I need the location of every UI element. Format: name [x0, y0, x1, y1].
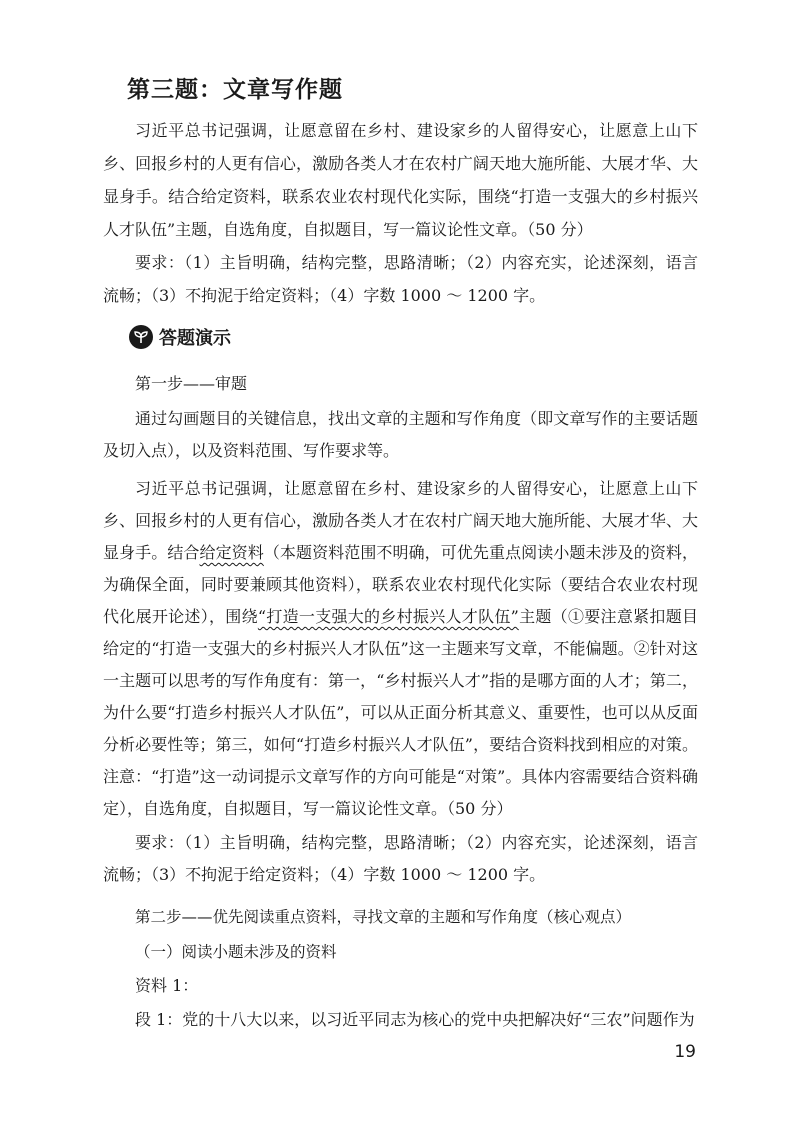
- question-requirement: 要求：（1）主旨明确，结构完整，思路清晰；（2）内容充实，论述深刻，语言流畅；（3）不拘泥于给定资料；（4）字数 1000 ～ 1200 字。: [103, 253, 698, 305]
- question-block: [103, 114, 698, 312]
- step1-block: [103, 403, 698, 891]
- step1-title: 第一步——审题: [135, 374, 248, 393]
- analysis-text-2: （本题资料范围不明确，可优先重点阅读小题未涉及的资料，为确保全面，同时要兼顾其他资料），联系农业农村现代化实际（要结合农业农村现代化展开论述），围绕: [103, 543, 698, 626]
- step2-title: 第二步——优先阅读重点资料，寻找文章的主题和写作角度（核心观点）: [135, 908, 632, 926]
- demo-heading: [129, 323, 231, 351]
- page-number: 19: [674, 1042, 696, 1062]
- analysis-underline-1: 给定资料: [199, 543, 264, 562]
- analysis-underline-2: “打造一支强大的乡村振兴人才队伍”: [257, 607, 519, 626]
- step1-intro: 通过勾画题目的关键信息，找出文章的主题和写作角度（即文章写作的主要话题及切入点），以及资料范围、写作要求等。: [103, 409, 698, 460]
- question-heading: 第三题：文章写作题: [127, 77, 343, 103]
- step1-analysis: [103, 473, 698, 825]
- step2-sub: （一）阅读小题未涉及的资料: [135, 943, 337, 961]
- step1-requirement: 要求：（1）主旨明确，结构完整，思路清晰；（2）内容充实，论述深刻，语言流畅；（3）不拘泥于给定资料；（4）字数 1000 ～ 1200 字。: [103, 833, 698, 884]
- sprout-icon: [129, 325, 153, 349]
- material-para-1: 段 1：党的十八大以来，以习近平同志为核心的党中央把解决好“三农”问题作为: [135, 1010, 695, 1029]
- question-prompt: 习近平总书记强调，让愿意留在乡村、建设家乡的人留得安心，让愿意上山下乡、回报乡村的人更有信心，激励各类人才在农村广阔天地大施所能、大展才华、大显身手。结合给定资料，联系农业农村现代化实际，围绕“打造一支强大的乡村振兴人才队伍”主题，自选角度，自拟题目，写一篇议论性文章。（50 分）: [103, 121, 698, 239]
- material-label: 资料 1：: [135, 976, 199, 995]
- demo-title: 答题演示: [159, 328, 231, 349]
- analysis-text-3: 主题（①要注意紧扣题目给定的“打造一支强大的乡村振兴人才队伍”这一主题来写文章，不能偏题。②针对这一主题可以思考的写作角度有：第一，“乡村振兴人才”指的是哪方面的人才；第二，为什么要“打造乡村振兴人才队伍”，可以从正面分析其意义、重要性，也可以从反面分析必要性等；第三，如何“打造乡村振兴人才队伍”，要结合资料找到相应的对策。注意：“打造”这一动词提示文章写作的方向可能是“对策”。具体内容需要结合资料确定），自选角度，自拟题目，写一篇议论性文章。（50 分）: [103, 607, 698, 818]
- analysis-text-1: 习近平总书记强调，让愿意留在乡村、建设家乡的人留得安心，让愿意上山下乡、回报乡村的人更有信心，激励各类人才在农村广阔天地大施所能、大展才华、大显身手。结合: [103, 479, 698, 562]
